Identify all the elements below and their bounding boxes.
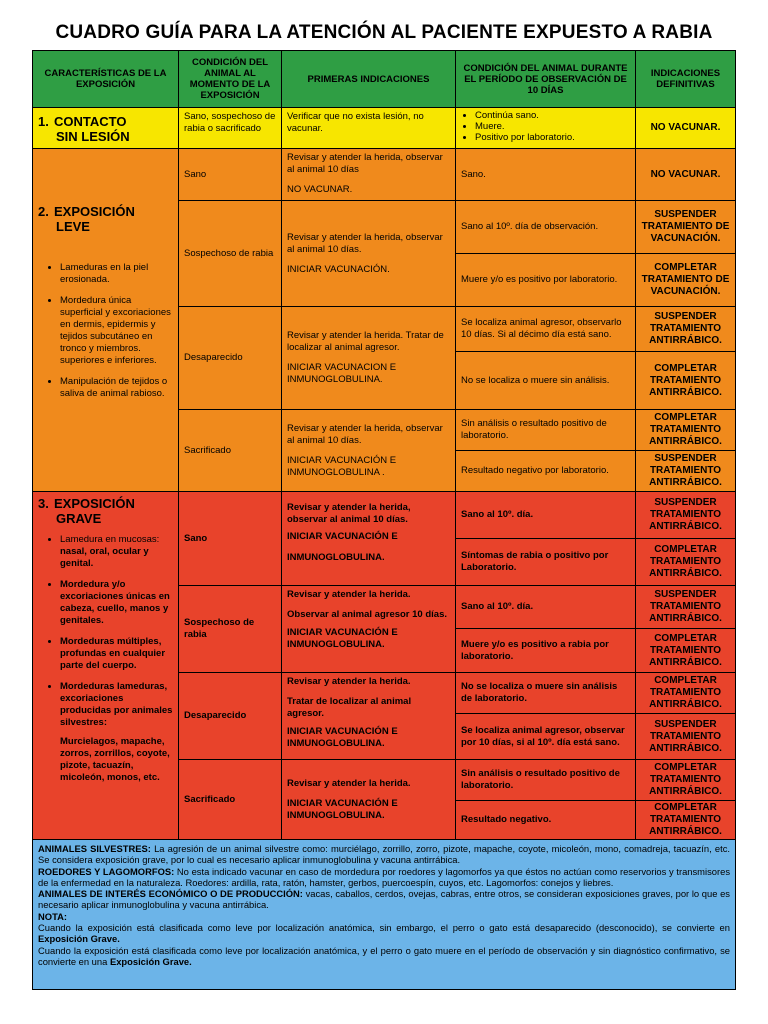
s2-r1-obs: Sano.: [455, 148, 636, 201]
s2-r3-condition: Desaparecido: [178, 306, 282, 410]
notes-box: [32, 839, 736, 990]
s1-obs-item: • Positivo por laboratorio.: [475, 132, 630, 143]
note-text: Cuando la exposición está clasificada como leve por localización anatómica, y el perro o gato muere en el período de observación y sin diagnóstico confirmativo, se convierte en una: [38, 944, 730, 967]
s2-r4-obs-b: Resultado negativo por laboratorio.: [455, 450, 636, 492]
s3-r3-obs-a: No se localiza o muere sin análisis de laboratorio.: [455, 672, 636, 714]
header-caracteristicas: CARACTERÍSTICAS DE LA EXPOSICIÓN: [32, 50, 179, 108]
s3-r4-obs-b: Resultado negativo.: [455, 800, 636, 840]
s3-r1-first-b: INICIAR VACUNACIÓN E: [287, 531, 398, 542]
note-text: vacas, caballos, cerdos, ovejas, cabras, entre otros, se consideran exposiciones graves, por lo que es necesario aplicar inmunoglobulina y vacuna antirrábica.: [38, 888, 730, 911]
section-3-title-l1: EXPOSICIÓN: [54, 496, 135, 511]
s2-r3-obs-a: Se localiza animal agresor, observarlo 10 días. Si al décimo día está sano.: [455, 306, 636, 352]
s3-r4-final-a: COMPLETAR TRATAMIENTO ANTIRRÁBICO.: [635, 759, 736, 801]
s2-r3-first-b: INICIAR VACUNACION E INMUNOGLOBULINA.: [287, 362, 397, 385]
note-text: La agresión de un animal silvestre como: murciélago, zorrillo, zorro, pizote, mapache, coyote, micoleón, mono, comadreja, tacuazín, etc. Se considera exposición grave, por lo cual es necesario aplicar inmunoglobulina y vacuna antirrábica.: [38, 843, 730, 866]
s2-r3-first: [281, 306, 456, 410]
s3-r4-final-b: COMPLETAR TRATAMIENTO ANTIRRÁBICO.: [635, 800, 736, 840]
s3-r4-obs-a: Sin análisis o resultado positivo de laboratorio.: [455, 759, 636, 801]
s3-r2-first-a: Revisar y atender la herida.: [287, 589, 411, 600]
section-3-title-l2: GRAVE: [56, 511, 102, 526]
s3-r3-final-a: COMPLETAR TRATAMIENTO ANTIRRÁBICO.: [635, 672, 736, 714]
section-2-characteristics: [32, 148, 179, 492]
note-animales-silvestres: [38, 843, 730, 866]
header-condicion-animal: CONDICIÓN DEL ANIMAL AL MOMENTO DE LA EXPOSICIÓN: [178, 50, 282, 108]
s3-r3-obs-b: Se localiza animal agresor, observar por 10 días, si al 10º. día está sano.: [455, 713, 636, 760]
note-label: ANIMALES SILVESTRES:: [38, 843, 151, 854]
s3-r2-obs-b: Muere y/o es positivo a rabia por laboratorio.: [455, 628, 636, 673]
s3-r3-final-b: SUSPENDER TRATAMIENTO ANTIRRÁBICO.: [635, 713, 736, 760]
s1-obs-item: • Muere.: [475, 121, 630, 132]
s3-r3-condition: Desaparecido: [178, 672, 282, 760]
s3-bullet: • Mordeduras lameduras, excoriaciones producidas por animales silvestres:: [60, 681, 173, 729]
s2-r4-final-a: COMPLETAR TRATAMIENTO ANTIRRÁBICO.: [635, 409, 736, 451]
note-label: ANIMALES DE INTERÉS ECONÓMICO O DE PRODUCCIÓN:: [38, 888, 303, 900]
s2-r3-final-a: SUSPENDER TRATAMIENTO ANTIRRÁBICO.: [635, 306, 736, 352]
s3-r2-final-a: SUSPENDER TRATAMIENTO ANTIRRÁBICO.: [635, 585, 736, 629]
section-3-number: 3.: [38, 496, 49, 511]
s3-r1-first-c: INMUNOGLOBULINA.: [287, 552, 385, 563]
s3-r4-condition: Sacrificado: [178, 759, 282, 840]
section-2-number: 2.: [38, 204, 49, 219]
s2-r1-final: NO VACUNAR.: [635, 148, 736, 201]
s1-observation: [455, 107, 636, 149]
s2-r1-first-b: NO VACUNAR.: [287, 184, 353, 195]
s3-r1-final-b: COMPLETAR TRATAMIENTO ANTIRRÁBICO.: [635, 538, 736, 586]
s3-r2-obs-a: Sano al 10º. día.: [455, 585, 636, 629]
section-1-title-l1: CONTACTO: [54, 114, 127, 129]
header-condicion-observacion: CONDICIÓN DEL ANIMAL DURANTE EL PERÍODO DE OBSERVACIÓN DE 10 DÍAS: [455, 50, 636, 108]
s3-r3-first-a: Revisar y atender la herida.: [287, 676, 411, 687]
nota-1: [38, 922, 730, 945]
s2-bullet: • Manipulación de tejidos o saliva de animal rabioso.: [60, 376, 173, 400]
s3-r2-first: [281, 585, 456, 673]
note-bold: Exposición Grave.: [38, 933, 120, 945]
s1-obs-item: • Continúa sano.: [475, 110, 630, 121]
s3-r1-first-a: Revisar y atender la herida, observar al animal 10 días.: [287, 502, 411, 525]
section-1-title-l2: SIN LESIÓN: [56, 129, 130, 144]
s2-bullet: • Lameduras en la piel erosionada.: [60, 262, 173, 286]
s1-first-indication: Verificar que no exista lesión, no vacunar.: [281, 107, 456, 149]
s2-r2-obs-b: Muere y/o es positivo por laboratorio.: [455, 253, 636, 307]
s3-wild-animals: Murcielagos, mapache, zorros, zorrillos, coyote, pizote, tacuazín, micoleón, monos, etc.: [60, 736, 170, 783]
s3-r2-final-b: COMPLETAR TRATAMIENTO ANTIRRÁBICO.: [635, 628, 736, 673]
note-label: ROEDORES Y LAGOMORFOS:: [38, 865, 175, 877]
s3-r1-obs-b: Síntomas de rabia o positivo por Laboratorio.: [455, 538, 636, 586]
s1-final: NO VACUNAR.: [635, 107, 736, 149]
note-animales-produccion: [38, 888, 730, 911]
section-1-number: 1.: [38, 114, 49, 129]
s3-r1-condition: Sano: [178, 491, 282, 586]
s2-r4-first: [281, 409, 456, 492]
note-text: Cuando la exposición está clasificada como leve por localización anatómica, sin embargo, el perro o gato está desaparecido (desconocido), se convierte en: [38, 922, 730, 934]
header-primeras-indicaciones: PRIMERAS INDICACIONES: [281, 50, 456, 108]
section-2-title-l2: LEVE: [56, 219, 90, 234]
s2-r2-final-b: COMPLETAR TRATAMIENTO DE VACUNACIÓN.: [635, 253, 736, 307]
s2-r4-first-b: INICIAR VACUNACIÓN E INMUNOGLOBULINA .: [287, 454, 397, 478]
s3-r1-obs-a: Sano al 10º. día.: [455, 491, 636, 539]
s2-r2-obs-a: Sano al 10º. día de observación.: [455, 200, 636, 254]
section-1-title: [32, 107, 179, 149]
s2-r3-first-a: Revisar y atender la herida. Tratar de localizar al animal agresor.: [287, 330, 444, 353]
s2-r4-final-b: SUSPENDER TRATAMIENTO ANTIRRÁBICO.: [635, 450, 736, 492]
s3-bullet: • Mordeduras múltiples, profundas en cualquier parte del cuerpo.: [60, 636, 173, 672]
section-2-title-l1: EXPOSICIÓN: [54, 204, 135, 219]
s2-r1-first-a: Revisar y atender la herida, observar al animal 10 días: [287, 152, 443, 175]
s3-r3-first-c: INICIAR VACUNACIÓN E INMUNOGLOBULINA.: [287, 726, 398, 749]
s2-r3-final-b: COMPLETAR TRATAMIENTO ANTIRRÁBICO.: [635, 351, 736, 410]
s3-r3-first-b: Tratar de localizar al animal agresor.: [287, 696, 412, 719]
s2-r3-obs-b: No se localiza o muere sin análisis.: [455, 351, 636, 410]
header-indicaciones-definitivas: INDICACIONES DEFINITIVAS: [635, 50, 736, 108]
s3-bullet1-bold: nasal, oral, ocular y genital.: [60, 546, 149, 569]
s2-r4-condition: Sacrificado: [178, 409, 282, 492]
s3-r4-first-b: INICIAR VACUNACIÓN E INMUNOGLOBULINA.: [287, 797, 398, 821]
note-roedores: [38, 866, 730, 889]
s3-bullet: • Mordedura y/o excoriaciones únicas en cabeza, cuello, manos y genitales.: [60, 579, 173, 627]
nota-2: [38, 945, 730, 968]
s2-r2-first-b: INICIAR VACUNACIÓN.: [287, 263, 390, 275]
s3-r2-condition: Sospechoso de rabia: [178, 585, 282, 673]
s2-r4-first-a: Revisar y atender la herida, observar al animal 10 días.: [287, 422, 443, 446]
section-3-characteristics: [32, 491, 179, 840]
s3-r1-final-a: SUSPENDER TRATAMIENTO ANTIRRÁBICO.: [635, 491, 736, 539]
s2-r4-obs-a: Sin análisis o resultado positivo de laboratorio.: [455, 409, 636, 451]
s3-r2-first-b: Observar al animal agresor 10 días.: [287, 609, 448, 620]
page-title: CUADRO GUÍA PARA LA ATENCIÓN AL PACIENTE EXPUESTO A RABIA: [55, 22, 713, 43]
nota-label: NOTA:: [38, 910, 67, 922]
s2-r1-first: [281, 148, 456, 201]
s2-r2-first: [281, 200, 456, 307]
s3-r1-first: [281, 491, 456, 586]
s1-condition: Sano, sospechoso de rabia o sacrificado: [178, 107, 282, 149]
note-bold: Exposición Grave.: [109, 955, 192, 967]
s2-bullet: • Mordedura única superficial y excoriaciones en dermis, epidermis y tejidos subcutáneo en tronco y miembros. superiores e inferiores.: [60, 295, 173, 367]
s3-r2-first-c: INICIAR VACUNACIÓN E INMUNOGLOBULINA.: [287, 627, 398, 650]
s2-r2-condition: Sospechoso de rabia: [178, 200, 282, 307]
s3-r4-first: [281, 759, 456, 840]
s3-r3-first: [281, 672, 456, 760]
s2-r2-final-a: SUSPENDER TRATAMIENTO DE VACUNACIÓN.: [635, 200, 736, 254]
note-text: No esta indicado vacunar en caso de mordedura por roedores y lagomorfos ya que éstos no actúan como reservorios y transmisores de la enfermedad en la naturaleza. Roedores: ardilla, rata, ratón, hamster, gerbos, puercoespín, cuyos, etc. Lagomorfos: conejos y liebres.: [38, 865, 731, 888]
s2-r1-condition: Sano: [178, 148, 282, 201]
s3-bullet1-plain: Lamedura en mucosas:: [60, 534, 160, 545]
s2-r2-first-a: Revisar y atender la herida, observar al animal 10 días.: [287, 231, 443, 255]
s3-bullet: [60, 534, 173, 570]
s3-r4-first-a: Revisar y atender la herida.: [287, 777, 411, 789]
